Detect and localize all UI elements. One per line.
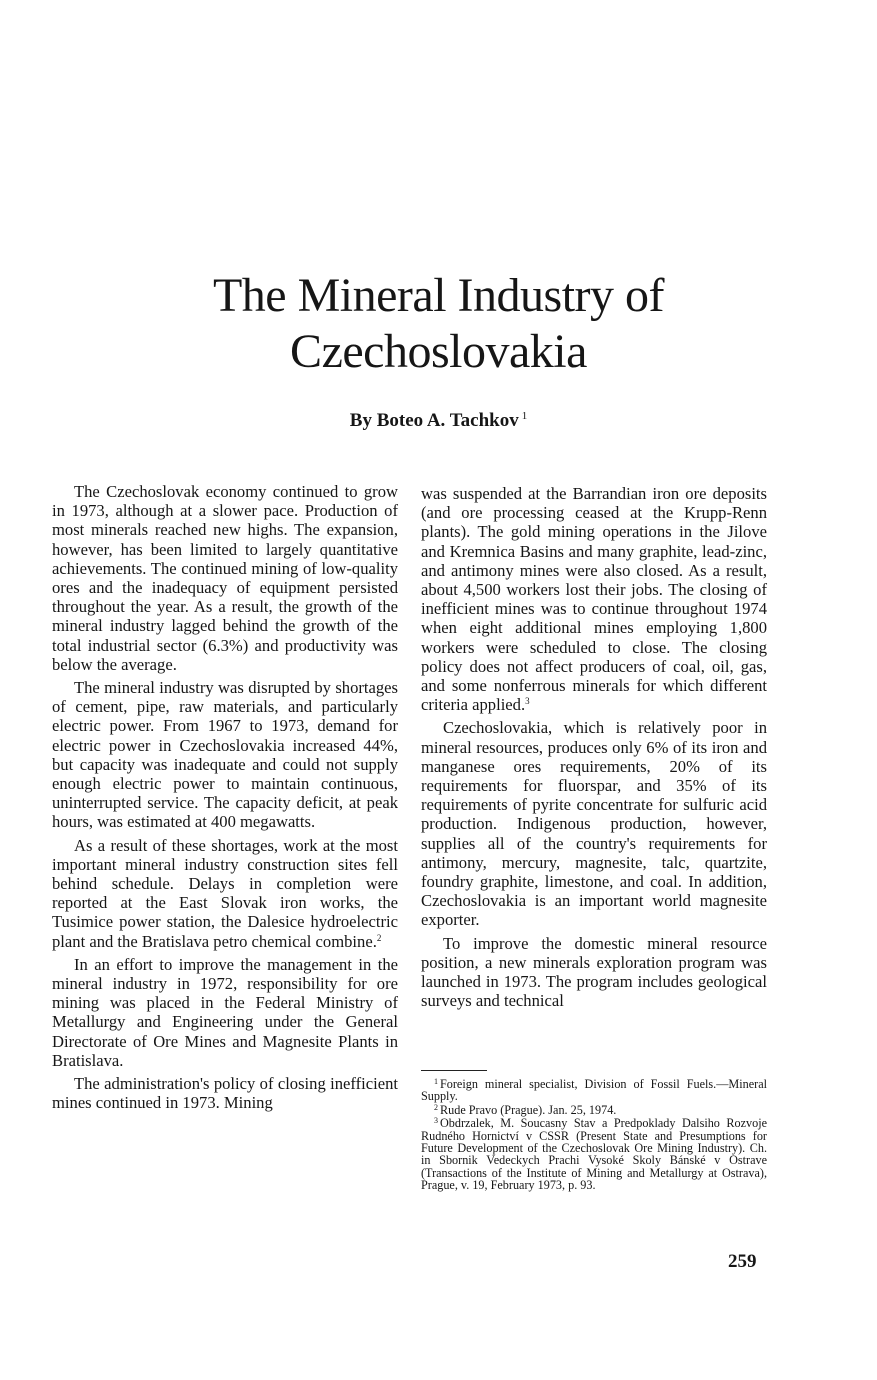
title-line-1: The Mineral Industry of bbox=[212, 269, 665, 322]
paragraph: The mineral industry was disrupted by shortages of cement, pipe, raw materials, and particularly electric power. From 1967 to 1973, demand for electric power in Czechoslovakia increased 44%, but capacity was inadequate and could not supply enough electric power to maintain continuous, uninterrupted service. The capacity deficit, at peak hours, was estimated at 400 megawatts. bbox=[52, 678, 398, 832]
right-column bbox=[421, 484, 767, 1014]
author-footnote-marker: 1 bbox=[521, 410, 528, 422]
article-title bbox=[0, 268, 877, 380]
paragraph: The administration's policy of closing inefficient mines continued in 1973. Mining bbox=[52, 1074, 398, 1113]
footnotes bbox=[421, 1078, 767, 1193]
footnote-number: 2 bbox=[434, 1102, 438, 1112]
paragraph bbox=[52, 836, 398, 951]
footnote-marker: 2 bbox=[376, 932, 382, 943]
paragraph: The Czechoslovak economy continued to grow in 1973, although at a slower pace. Production of most minerals reached new highs. The expansion, however, has been limited to largely quantitative achievements. The continued mining of low-quality ores and the inadequacy of equipment persisted throughout the year. As a result, the growth of the mineral industry lagged behind the growth of the total industrial sector (6.3%) and productivity was below the average. bbox=[52, 482, 398, 674]
footnote-text: Foreign mineral specialist, Division of Fossil Fuels.—Mineral Supply. bbox=[421, 1077, 767, 1104]
footnote bbox=[421, 1104, 767, 1116]
page-number: 259 bbox=[728, 1251, 757, 1272]
paragraph-text: As a result of these shortages, work at the most important mineral industry construction sites fell behind schedule. Delays in completion were reported at the East Slovak iron works, the Tusimice power station, the Dalesice hydroelectric plant and the Bratislava petro chemical combine. bbox=[52, 835, 398, 951]
paragraph: To improve the domestic mineral resource position, a new minerals exploration program was launched in 1973. The program includes geological surveys and technical bbox=[421, 933, 767, 1011]
footnote-number: 1 bbox=[434, 1077, 438, 1086]
paragraph bbox=[421, 484, 767, 714]
footnote-marker: 3 bbox=[525, 696, 530, 707]
paragraph-text: was suspended at the Barrandian iron ore deposits (and ore processing ceased at the Krupp-Renn plants). The gold mining operations in the Jilove and Kremnica Basins and many graphite, lead-zinc, and antimony mines were also closed. As a result, about 4,500 workers lost their jobs. The closing of inefficient mines was to continue throughout 1974 when eight additional mines employing 1,800 workers were scheduled to close. The closing policy does not affect producers of coal, oil, gas, and some nonferrous minerals for which different criteria applied. bbox=[421, 484, 767, 715]
footnote-text: Obdrzalek, M. Soucasny Stav a Predpoklady Dalsiho Rozvoje Rudného Hornictví v CSSR (Present State and Presumptions for Future Development of the Czechoslovak Ore Mining Industry). Ch. in Sbornik Vedeckych Prachi Vysoké Skoly Bánské v Ostrave (Transactions of the Institute of Mining and Metallurgy at Ostrava), Prague, v. 19, February 1973, p. 93. bbox=[421, 1116, 767, 1193]
footnote bbox=[421, 1078, 767, 1103]
byline bbox=[0, 410, 877, 432]
paragraph: In an effort to improve the management in the mineral industry in 1972, responsibility for ore mining was placed in the Federal Ministry of Metallurgy and Engineering under the General Directorate of Ore Mines and Magnesite Plants in Bratislava. bbox=[52, 954, 398, 1070]
footnote-number: 3 bbox=[434, 1116, 438, 1126]
footnote bbox=[421, 1117, 767, 1191]
footnote-text: Rude Pravo (Prague). Jan. 25, 1974. bbox=[440, 1102, 617, 1117]
paragraph: Czechoslovakia, which is relatively poor in mineral resources, produces only 6% of its iron and manganese ores requirements, 20% of its requirements for fluorspar, and 35% of its requirements of pyrite concentrate for sulfuric acid production. Indigenous production, however, supplies all of the country's requirements for antimony, mercury, magnesite, talc, quartzite, foundry graphite, limestone, and coal. In addition, Czechoslovakia is an important world magnesite exporter. bbox=[421, 718, 767, 930]
title-line-2: Czechoslovakia bbox=[290, 325, 587, 378]
footnote-divider bbox=[421, 1070, 487, 1071]
left-column bbox=[52, 482, 398, 1117]
author-name: By Boteo A. Tachkov bbox=[349, 410, 519, 431]
